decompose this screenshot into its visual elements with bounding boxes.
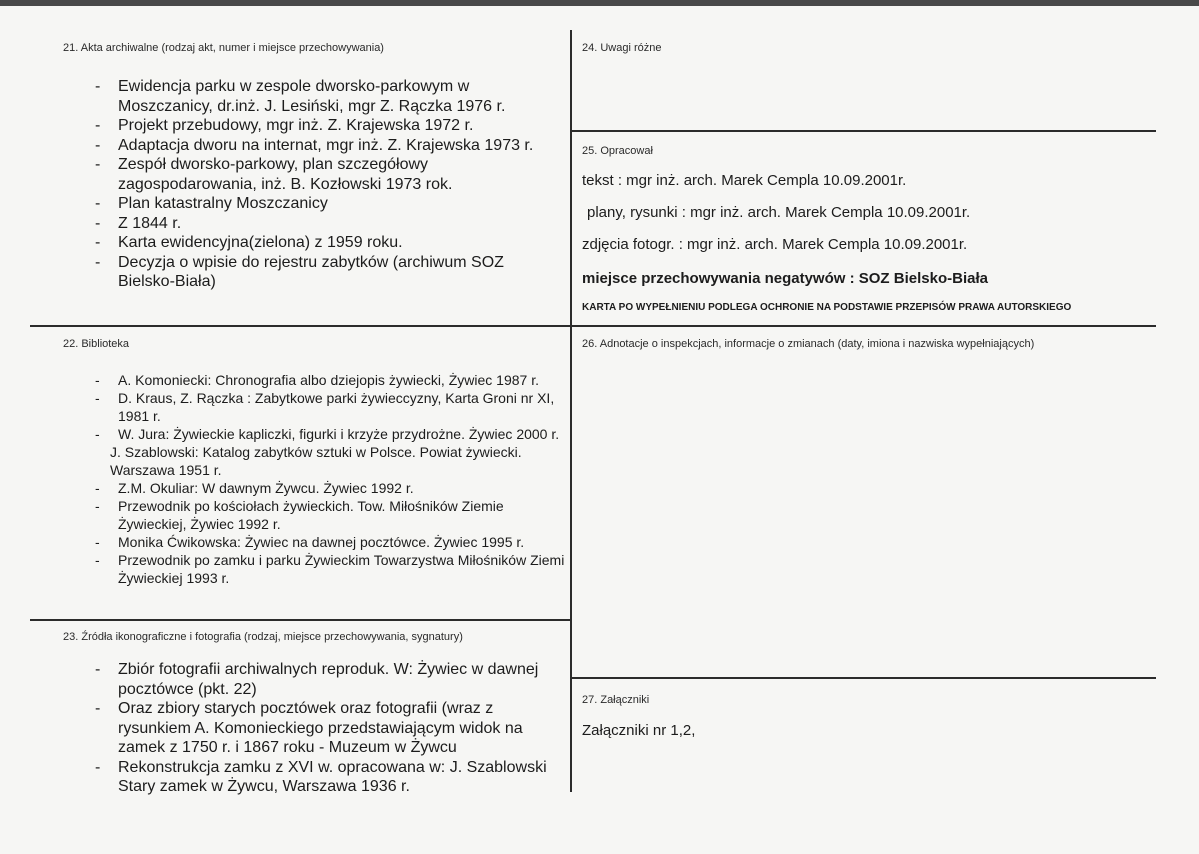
section-23-list [92, 660, 562, 797]
section-24-label: 24. Uwagi różne [582, 42, 662, 54]
divider-24-25 [571, 130, 1156, 132]
list-item: - D. Kraus, Z. Rączka : Zabytkowe parki żywieccyzny, Karta Groni nr XI, 1981 r. [92, 389, 570, 425]
list-item: - Ewidencja parku w zespole dworsko-parkowym w Moszczanicy, dr.inż. J. Lesiński, mgr Z. Rączka 1976 r. [92, 77, 562, 116]
negatives-location: miejsce przechowywania negatywów : SOZ Bielsko-Biała [582, 270, 988, 287]
list-item: - Zespół dworsko-parkowy, plan szczegółowy zagospodarowania, inż. B. Kozłowski 1973 rok. [92, 155, 562, 194]
divider-21-22 [30, 325, 571, 327]
list-item: - Z 1844 r. [92, 214, 562, 234]
list-item: - W. Jura: Żywieckie kapliczki, figurki i krzyże przydrożne. Żywiec 2000 r. [92, 425, 570, 443]
divider-22-23 [30, 619, 571, 621]
section-27-label: 27. Załączniki [582, 694, 650, 706]
list-item: - Oraz zbiory starych pocztówek oraz fotografii (wraz z rysunkiem A. Komonieckiego przedstawiającym widok na zamek z 1750 r. i 1867 roku - Muzeum w Żywcu [92, 699, 562, 758]
list-item: - Przewodnik po kościołach żywieckich. Tow. Miłośników Ziemie Żywieckiej, Żywiec 1992 r. [92, 497, 570, 533]
list-item: - Zbiór fotografii archiwalnych reproduk. W: Żywiec w dawnej pocztówce (pkt. 22) [92, 660, 562, 699]
scan-edge [0, 0, 1199, 6]
list-item: - Rekonstrukcja zamku z XVI w. opracowana w: J. Szablowski Stary zamek w Żywcu, Warszawa 1936 r. [92, 758, 562, 797]
copyright-notice: KARTA PO WYPEŁNIENIU PODLEGA OCHRONIE NA PODSTAWIE PRZEPISÓW PRAWA AUTORSKIEGO [582, 302, 1072, 313]
author-text-line: tekst : mgr inż. arch. Marek Cempla 10.09.2001r. [582, 172, 907, 189]
section-23-label: 23. Źródła ikonograficzne i fotografia (rodzaj, miejsce przechowywania, sygnatury) [63, 631, 463, 643]
author-plans-line: plany, rysunki : mgr inż. arch. Marek Cempla 10.09.2001r. [587, 204, 971, 221]
list-item: J. Szablowski: Katalog zabytków sztuki w Polsce. Powiat żywiecki. Warszawa 1951 r. [110, 444, 522, 478]
section-22-list [92, 371, 570, 587]
section-21-list [92, 77, 562, 292]
list-item: - A. Komoniecki: Chronografia albo dziejopis żywiecki, Żywiec 1987 r. [92, 371, 570, 389]
divider-25-26 [571, 325, 1156, 327]
list-item: - Plan katastralny Moszczanicy [92, 194, 562, 214]
attachments-text: Załączniki nr 1,2, [582, 722, 696, 739]
section-21-label: 21. Akta archiwalne (rodzaj akt, numer i miejsce przechowywania) [63, 42, 384, 54]
section-22-label: 22. Biblioteka [63, 338, 130, 350]
list-item: - Monika Ćwikowska: Żywiec na dawnej pocztówce. Żywiec 1995 r. [92, 533, 570, 551]
list-item: - Przewodnik po zamku i parku Żywieckim Towarzystwa Miłośników Ziemi Żywieckiej 1993 r. [92, 551, 570, 587]
author-photos-line: zdjęcia fotogr. : mgr inż. arch. Marek Cempla 10.09.2001r. [582, 236, 968, 253]
section-26-label: 26. Adnotacje o inspekcjach, informacje o zmianach (daty, imiona i nazwiska wypełniających) [582, 338, 1035, 350]
list-item: - Projekt przebudowy, mgr inż. Z. Krajewska 1972 r. [92, 116, 562, 136]
divider-26-27 [571, 677, 1156, 679]
list-item: - Karta ewidencyjna(zielona) z 1959 roku. [92, 233, 562, 253]
list-item: - Decyzja o wpisie do rejestru zabytków (archiwum SOZ Bielsko-Biała) [92, 253, 562, 292]
list-item: - Adaptacja dworu na internat, mgr inż. Z. Krajewska 1973 r. [92, 136, 562, 156]
section-25-label: 25. Opracował [582, 145, 653, 157]
list-item: - Z.M. Okuliar: W dawnym Żywcu. Żywiec 1992 r. [92, 479, 570, 497]
